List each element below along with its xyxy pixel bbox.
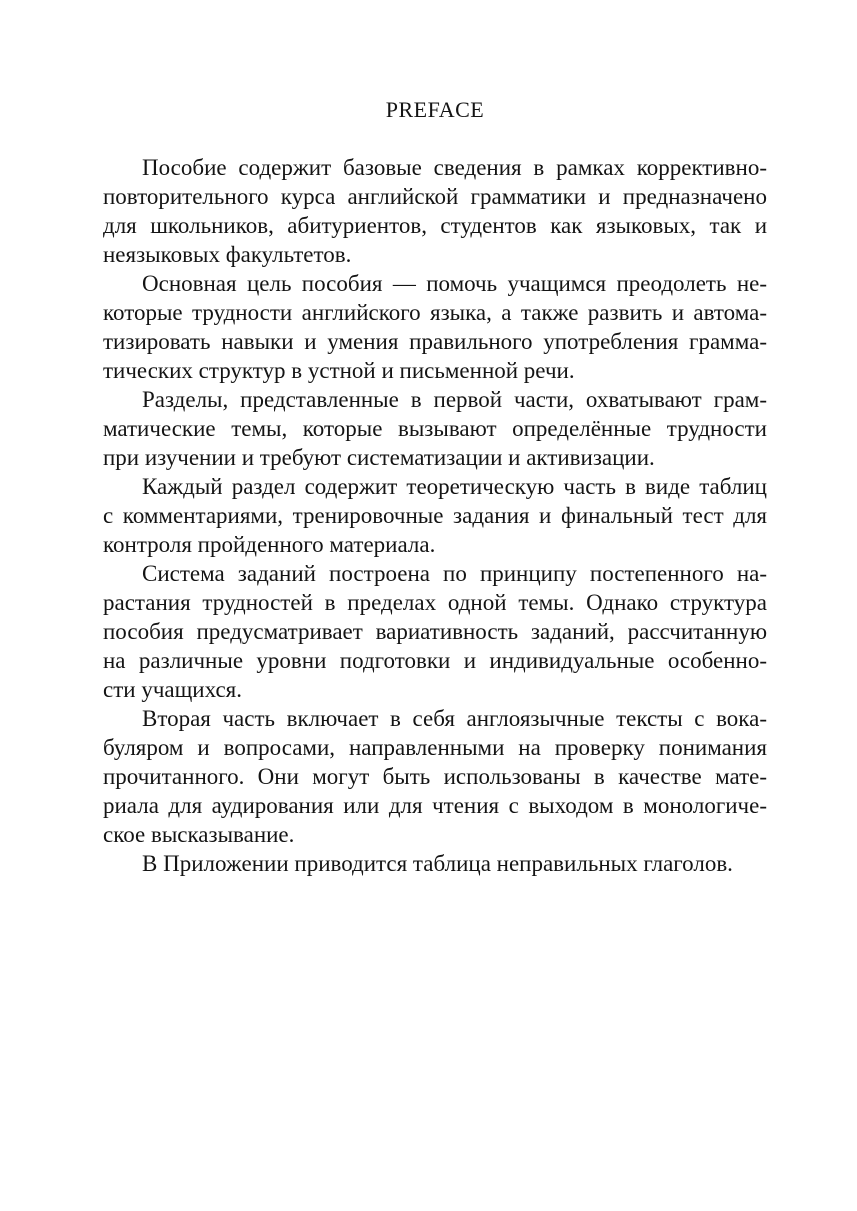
paragraph-line: пособия предусматривает вариативность заданий, рассчитанную — [103, 619, 767, 644]
paragraph-line: повторительного курса английской грамматики и предназначено — [103, 184, 767, 209]
paragraph-5 — [103, 559, 767, 704]
paragraph-line: прочитанного. Они могут быть использованы в качестве мате- — [103, 764, 767, 789]
paragraph-line: Система заданий построена по принципу постепенного на- — [142, 561, 767, 586]
paragraph-line: Пособие содержит базовые сведения в рамках коррективно- — [142, 155, 767, 180]
paragraph-line: на различные уровни подготовки и индивидуальные особенно- — [103, 648, 767, 673]
paragraph-line: буляром и вопросами, направленными на проверку понимания — [103, 735, 767, 760]
paragraph-line: тических структур в устной и письменной речи. — [103, 358, 575, 383]
paragraph-line: контроля пройденного материала. — [103, 532, 436, 557]
paragraph-line: Основная цель пособия — помочь учащимся преодолеть не- — [142, 271, 767, 296]
paragraph-line: Разделы, представленные в первой части, охватывают грам- — [142, 387, 767, 412]
paragraph-line: В Приложении приводится таблица неправильных глаголов. — [142, 851, 733, 876]
document-body — [103, 153, 767, 878]
paragraph-line: тизировать навыки и умения правильного употребления грамма- — [103, 329, 767, 354]
paragraph-line: при изучении и требуют систематизации и активизации. — [103, 445, 655, 470]
page-title: PREFACE — [385, 97, 485, 122]
paragraph-2 — [103, 269, 767, 385]
paragraph-3 — [103, 385, 767, 472]
paragraph-line: которые трудности английского языка, а также развить и автома- — [103, 300, 767, 325]
paragraph-7 — [103, 849, 767, 878]
paragraph-1 — [103, 153, 767, 269]
paragraph-line: риала для аудирования или для чтения с выходом в монологиче- — [103, 793, 767, 818]
paragraph-6 — [103, 704, 767, 849]
paragraph-line: Каждый раздел содержит теоретическую часть в виде таблиц — [142, 474, 767, 499]
paragraph-line: с комментариями, тренировочные задания и финальный тест для — [103, 503, 767, 528]
paragraph-line: Вторая часть включает в себя англоязычные тексты с вока- — [142, 706, 767, 731]
paragraph-line: для школьников, абитуриентов, студентов как языковых, так и — [103, 213, 767, 238]
paragraph-line: сти учащихся. — [103, 677, 242, 702]
paragraph-line: растания трудностей в пределах одной темы. Однако структура — [103, 590, 767, 615]
paragraph-line: неязыковых факультетов. — [103, 242, 352, 267]
paragraph-line: матические темы, которые вызывают определённые трудности — [103, 416, 767, 441]
paragraph-line: ское высказывание. — [103, 822, 295, 847]
paragraph-4 — [103, 472, 767, 559]
